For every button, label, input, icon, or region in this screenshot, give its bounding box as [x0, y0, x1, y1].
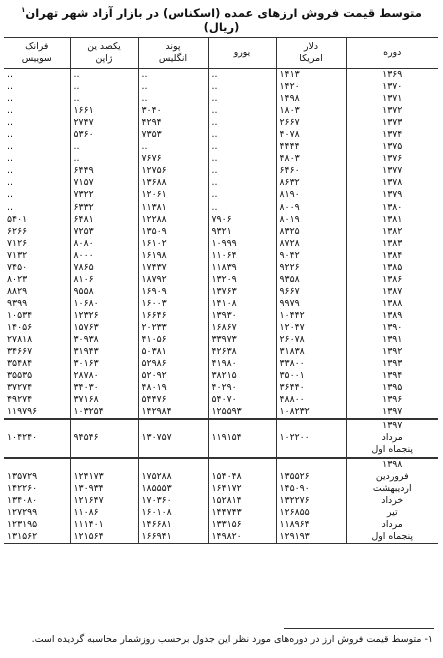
value-cell — [70, 444, 138, 457]
value-cell: ۷۳۵۳ — [138, 129, 208, 141]
value-cell: ۱۲۱۶۴۷ — [70, 495, 138, 507]
empty-cell — [208, 419, 276, 432]
value-cell: .. — [138, 141, 208, 153]
period-cell: ۱۳۸۲ — [382, 225, 403, 237]
value-cell: ۱۲۰۶۱ — [138, 189, 208, 201]
value-cell: ۱۴۱۳ — [276, 69, 346, 82]
table-row — [4, 226, 438, 238]
value-cell: ۶۳۳۲ — [70, 202, 138, 214]
table-row — [4, 432, 438, 444]
value-cell: ۱۰۹۹۹ — [208, 238, 276, 250]
value-cell: ۱۰۲۲۰۰ — [276, 432, 346, 444]
table-row — [4, 129, 438, 141]
table-row — [4, 394, 438, 406]
value-cell: ۱۲۱۵۶۴ — [70, 531, 138, 544]
value-cell: ۸۰۰۰ — [70, 250, 138, 262]
value-cell: ۱۲۳۲۶ — [70, 310, 138, 322]
value-cell: ۳۷۲۷۴ — [4, 382, 70, 394]
value-cell: ۳۵۴۸۴ — [4, 358, 70, 370]
value-cell: .. — [4, 165, 70, 177]
value-cell: ۱۲۵۵۹۳ — [208, 406, 276, 419]
value-cell — [208, 444, 276, 457]
value-cell: ۱۳۰۹۳۴ — [70, 483, 138, 495]
value-cell: .. — [4, 141, 70, 153]
value-cell: .. — [208, 117, 276, 129]
value-cell: ۹۹۷۹ — [276, 298, 346, 310]
period-cell: مرداد — [381, 518, 403, 530]
period-cell: ۱۳۹۷ — [382, 406, 403, 418]
value-cell: ۴۴۴۴ — [276, 141, 346, 153]
exchange-rate-table — [4, 37, 438, 544]
value-cell: ۷۴۵۰ — [4, 262, 70, 274]
header-row — [4, 38, 438, 69]
value-cell: ۹۶۶۷ — [276, 286, 346, 298]
empty-cell — [138, 419, 208, 432]
value-cell: .. — [4, 153, 70, 165]
value-cell: .. — [70, 153, 138, 165]
value-cell: ۲۷۸۱۸ — [4, 334, 70, 346]
value-cell: ۷۱۵۷ — [70, 177, 138, 189]
value-cell: ۱۷۰۳۶۰ — [138, 495, 208, 507]
period-cell: پنجماه اول — [371, 444, 414, 456]
value-cell: ۱۱۸۳۹ — [208, 262, 276, 274]
table-row — [4, 117, 438, 129]
value-cell: ۱۳۳۱۵۶ — [208, 519, 276, 531]
value-cell: ۱۰۶۸۰ — [70, 298, 138, 310]
empty-cell — [138, 458, 208, 471]
value-cell: ۱۶۰۰۳ — [138, 298, 208, 310]
table-row — [4, 262, 438, 274]
value-cell: ۳۵۵۳۵ — [4, 370, 70, 382]
table-row — [4, 382, 438, 394]
table-row — [4, 444, 438, 457]
period-cell: ۱۳۷۰ — [382, 81, 403, 93]
period-cell: ۱۳۸۸ — [382, 297, 403, 309]
table-title — [0, 3, 443, 34]
value-cell: ۶۴۶۰ — [276, 165, 346, 177]
value-cell: ۴۸۰۳ — [276, 153, 346, 165]
value-cell: ۱۸۰۳ — [276, 105, 346, 117]
value-cell: .. — [70, 141, 138, 153]
table-row — [4, 531, 438, 544]
table-row — [4, 519, 438, 531]
value-cell: .. — [4, 129, 70, 141]
value-cell: ۱۲۰۴۷ — [276, 322, 346, 334]
value-cell: ۱۸۵۵۵۳ — [138, 483, 208, 495]
value-cell: ۳۳۹۷۳ — [208, 334, 276, 346]
value-cell: ۱۲۶۸۵۵ — [276, 507, 346, 519]
table-row — [4, 238, 438, 250]
value-cell: ۹۳۲۱ — [208, 226, 276, 238]
value-cell: ۱۸۷۹۲ — [138, 274, 208, 286]
table-row — [4, 189, 438, 201]
value-cell: ۸۰۸۰ — [70, 238, 138, 250]
value-cell: ۲۸۷۸۰ — [70, 370, 138, 382]
value-cell: .. — [138, 93, 208, 105]
table-row — [4, 346, 438, 358]
value-cell: ۸۸۲۹ — [4, 286, 70, 298]
value-cell: ۱۴۵۰۹۰ — [276, 483, 346, 495]
title-text: متوسط قیمت فروش ارزهای عمده (اسکناس) در بازار آزاد شهر تهران — [25, 5, 422, 20]
value-cell: ۱۶۶۱ — [70, 105, 138, 117]
value-cell — [138, 444, 208, 457]
value-cell: ۳۷۱۶۸ — [70, 394, 138, 406]
value-cell: ۱۴۴۷۴۳ — [208, 507, 276, 519]
value-cell: ۵۲۰۹۲ — [138, 370, 208, 382]
value-cell: ۱۱۹۱۵۴ — [208, 432, 276, 444]
value-cell: ۳۰۱۶۳ — [70, 358, 138, 370]
value-cell: ۱۴۹۸۲۰ — [208, 531, 276, 544]
period-cell: تیر — [386, 506, 398, 518]
period-cell: ۱۳۹۶ — [382, 394, 403, 406]
value-cell: ۱۲۲۸۸ — [138, 214, 208, 226]
value-cell: ۳۴۰۳۰ — [70, 382, 138, 394]
value-cell: ۳۱۹۴۳ — [70, 346, 138, 358]
value-cell: ۴۲۹۴ — [138, 117, 208, 129]
value-cell: ۴۸۸۰۰ — [276, 394, 346, 406]
value-cell: .. — [4, 69, 70, 82]
value-cell: ۸۳۲۵ — [276, 226, 346, 238]
value-cell: ۱۴۲۹۸۴ — [138, 406, 208, 419]
period-cell: ۱۳۸۷ — [382, 285, 403, 297]
value-cell: ۶۲۶۶ — [4, 226, 70, 238]
table-row — [4, 250, 438, 262]
value-cell: ۱۳۵۰۹ — [138, 226, 208, 238]
table-row — [4, 406, 438, 419]
value-cell: ۱۶۹۰۹ — [138, 286, 208, 298]
value-cell: ۱۲۷۵۶ — [138, 165, 208, 177]
value-cell: ۱۵۴۰۴۸ — [208, 471, 276, 483]
value-cell: .. — [208, 81, 276, 93]
table-row — [4, 177, 438, 189]
value-cell: ۱۴۹۸ — [276, 93, 346, 105]
title-footnote-mark: ۱ — [21, 6, 26, 14]
empty-cell — [4, 458, 70, 471]
value-cell: ۸۷۲۸ — [276, 238, 346, 250]
value-cell: ۱۳۹۳۰ — [208, 310, 276, 322]
group-year-cell: ۱۳۹۸ — [346, 458, 438, 471]
value-cell: .. — [4, 105, 70, 117]
value-cell: ۷۲۵۳ — [70, 226, 138, 238]
value-cell: ۹۳۹۹ — [4, 298, 70, 310]
year-group-row — [4, 419, 438, 432]
period-cell: ۱۳۷۴ — [382, 129, 403, 141]
empty-cell — [70, 419, 138, 432]
value-cell — [4, 444, 70, 457]
value-cell: ۲۷۴۷ — [70, 117, 138, 129]
period-cell: ۱۳۷۸ — [382, 177, 403, 189]
value-cell: ۴۲۶۳۸ — [208, 346, 276, 358]
value-cell: .. — [70, 69, 138, 82]
value-cell: ۱۱۰۶۴ — [208, 250, 276, 262]
table-row — [4, 370, 438, 382]
value-cell: ۹۰۴۲ — [276, 250, 346, 262]
value-cell: .. — [138, 81, 208, 93]
value-cell: ۴۹۲۷۴ — [4, 394, 70, 406]
value-cell: ۳۵۰۰۱ — [276, 370, 346, 382]
value-cell: ۱۳۴۰۸۰ — [4, 495, 70, 507]
value-cell: ۱۷۵۲۸۸ — [138, 471, 208, 483]
table-row — [4, 310, 438, 322]
value-cell: ۱۱۹۷۹۶ — [4, 406, 70, 419]
value-cell: .. — [4, 93, 70, 105]
value-cell: ۴۰۷۸ — [276, 129, 346, 141]
value-cell: ۵۴۴۷۶ — [138, 394, 208, 406]
value-cell: ۷۸۶۵ — [70, 262, 138, 274]
value-cell: .. — [4, 202, 70, 214]
table-row — [4, 322, 438, 334]
value-cell: ۱۳۵۵۲۶ — [276, 471, 346, 483]
value-cell: ۱۶۴۱۷۲ — [208, 483, 276, 495]
table-row — [4, 471, 438, 483]
value-cell: .. — [208, 129, 276, 141]
value-cell: .. — [4, 189, 70, 201]
value-cell: ۵۲۹۸۶ — [138, 358, 208, 370]
period-cell: ۱۳۷۲ — [382, 105, 403, 117]
col-header-usd: دلار امریکا — [276, 38, 346, 69]
period-cell: ۱۳۹۲ — [382, 346, 403, 358]
col-header-jpy: یکصد ین ژاپن — [70, 38, 138, 69]
period-cell: اردیبهشت — [372, 482, 412, 494]
empty-cell — [208, 458, 276, 471]
value-cell: ۳۸۲۱۵ — [208, 370, 276, 382]
period-cell: پنجماه اول — [346, 531, 438, 544]
value-cell: ۴۱۰۵۶ — [138, 334, 208, 346]
value-cell: ۱۳۲۰۹ — [208, 274, 276, 286]
table-body — [4, 69, 438, 544]
table-row — [4, 214, 438, 226]
table-row — [4, 274, 438, 286]
table-row — [4, 69, 438, 82]
value-cell: .. — [138, 69, 208, 82]
value-cell: ۷۱۳۲ — [4, 250, 70, 262]
period-cell: ۱۳۸۹ — [382, 309, 403, 321]
empty-cell — [4, 419, 70, 432]
value-cell: ۱۳۷۶۳ — [208, 286, 276, 298]
period-cell: ۱۳۹۵ — [382, 382, 403, 394]
col-header-period: دوره — [346, 38, 438, 69]
value-cell: ۱۱۱۴۰۱ — [70, 519, 138, 531]
table-row — [4, 507, 438, 519]
period-cell: ۱۳۹۴ — [382, 370, 403, 382]
table-row — [4, 358, 438, 370]
value-cell: ۱۳۲۲۷۶ — [276, 495, 346, 507]
value-cell: ۸۰۱۹ — [276, 214, 346, 226]
value-cell: ۶۴۴۹ — [70, 165, 138, 177]
empty-cell — [276, 458, 346, 471]
value-cell: ۱۳۶۸۸ — [138, 177, 208, 189]
group-year-cell: ۱۳۹۷ — [346, 419, 438, 432]
value-cell: .. — [4, 177, 70, 189]
empty-cell — [70, 458, 138, 471]
table-row — [4, 165, 438, 177]
table-row — [4, 202, 438, 214]
value-cell: ۸۰۲۳ — [4, 274, 70, 286]
value-cell: ۷۶۷۶ — [138, 153, 208, 165]
value-cell: ۱۰۴۲۴۰ — [4, 432, 70, 444]
value-cell: ۳۶۴۴۰ — [276, 382, 346, 394]
period-cell: ۱۳۹۱ — [382, 334, 403, 346]
period-cell: ۱۳۸۵ — [382, 261, 403, 273]
value-cell: ۹۴۵۴۶ — [70, 432, 138, 444]
period-cell: ۱۳۷۶ — [382, 153, 403, 165]
value-cell: .. — [208, 69, 276, 82]
value-cell: ۷۱۲۶ — [4, 238, 70, 250]
table-row — [4, 483, 438, 495]
period-cell: ۱۳۷۷ — [382, 165, 403, 177]
unit-label: (ریال) — [203, 19, 240, 34]
empty-cell — [276, 419, 346, 432]
period-cell: فروردین — [375, 470, 409, 482]
value-cell: .. — [208, 165, 276, 177]
footnote-divider — [284, 628, 434, 629]
value-cell: ۴۸۰۱۹ — [138, 382, 208, 394]
table-row — [4, 81, 438, 93]
value-cell: .. — [208, 141, 276, 153]
period-cell: ۱۳۸۴ — [382, 249, 403, 261]
value-cell: ۸۱۰۶ — [70, 274, 138, 286]
table-row — [4, 298, 438, 310]
value-cell: ۱۰۸۲۳۲ — [276, 406, 346, 419]
value-cell: ۱۱۸۹۶۴ — [276, 519, 346, 531]
value-cell: .. — [208, 189, 276, 201]
value-cell: ۱۶۶۴۶ — [138, 310, 208, 322]
period-cell: ۱۳۹۳ — [382, 358, 403, 370]
footnote: ۱- متوسط قیمت فروش ارز در دوره‌های مورد نظر این جدول برحسب روزشمار محاسبه گردیده است. — [31, 634, 433, 645]
value-cell: ۵۳۶۰ — [70, 129, 138, 141]
value-cell: ۱۳۰۷۵۷ — [138, 432, 208, 444]
value-cell: ۳۰۹۳۸ — [70, 334, 138, 346]
period-cell: ۱۳۸۱ — [382, 213, 403, 225]
period-cell: ۱۳۸۰ — [382, 201, 403, 213]
value-cell: ۷۳۲۲ — [70, 189, 138, 201]
period-cell: ۱۳۷۳ — [382, 117, 403, 129]
value-cell: ۱۱۰۸۶ — [70, 507, 138, 519]
value-cell: ۷۹۰۶ — [208, 214, 276, 226]
value-cell: ۱۲۳۱۹۵ — [4, 519, 70, 531]
period-cell: ۱۳۹۰ — [382, 321, 403, 333]
value-cell: ۵۴۰۱ — [4, 214, 70, 226]
value-cell: .. — [208, 177, 276, 189]
value-cell: ۱۲۹۱۹۳ — [276, 531, 346, 544]
value-cell: ۱۶۶۹۴۱ — [138, 531, 208, 544]
value-cell: .. — [208, 202, 276, 214]
value-cell: ۴۰۲۹۰ — [208, 382, 276, 394]
table-row — [4, 153, 438, 165]
value-cell: ۶۴۸۱ — [70, 214, 138, 226]
value-cell: ۱۱۳۸۱ — [138, 202, 208, 214]
value-cell: .. — [4, 81, 70, 93]
value-cell: ۱۴۱۰۸ — [208, 298, 276, 310]
value-cell: ۱۳۱۵۶۲ — [4, 531, 70, 544]
value-cell: ۳۱۸۳۸ — [276, 346, 346, 358]
table-row — [4, 495, 438, 507]
period-cell: ۱۳۸۶ — [382, 273, 403, 285]
period-cell: خرداد — [381, 494, 404, 506]
value-cell: ۹۳۵۸ — [276, 274, 346, 286]
table-row — [4, 93, 438, 105]
period-cell: مرداد — [381, 432, 403, 444]
value-cell: ۱۴۰۵۶ — [4, 322, 70, 334]
value-cell: ۲۰۲۳۳ — [138, 322, 208, 334]
value-cell: ۸۱۹۰ — [276, 189, 346, 201]
col-header-chf: فرانک سوییس — [4, 38, 70, 69]
value-cell: ۱۵۲۸۱۴ — [208, 495, 276, 507]
table-row — [4, 105, 438, 117]
value-cell: ۱۷۴۳۷ — [138, 262, 208, 274]
value-cell: ۸۰۰۹ — [276, 202, 346, 214]
period-cell: ۱۳۸۳ — [382, 237, 403, 249]
value-cell: ۹۲۲۶ — [276, 262, 346, 274]
value-cell: .. — [70, 81, 138, 93]
value-cell: ۹۵۵۸ — [70, 286, 138, 298]
value-cell: ۱۴۲۰ — [276, 81, 346, 93]
value-cell: ۱۰۵۳۴ — [4, 310, 70, 322]
table-row — [4, 286, 438, 298]
value-cell: ۵۴۰۷۰ — [208, 394, 276, 406]
value-cell: ۱۵۷۶۳ — [70, 322, 138, 334]
value-cell: ۳۴۶۶۷ — [4, 346, 70, 358]
col-header-euro: یورو — [208, 38, 276, 69]
col-header-gbp: پوند انگلیس — [138, 38, 208, 69]
value-cell: ۲۶۶۷ — [276, 117, 346, 129]
value-cell: .. — [208, 153, 276, 165]
value-cell: ۴۱۹۸۰ — [208, 358, 276, 370]
period-cell: ۱۳۷۹ — [382, 189, 403, 201]
value-cell: ۳۰۴۰ — [138, 105, 208, 117]
value-cell: ۱۰۳۲۵۴ — [70, 406, 138, 419]
value-cell: ۳۳۸۰۰ — [276, 358, 346, 370]
value-cell: ۱۲۷۲۹۹ — [4, 507, 70, 519]
value-cell: ۱۳۵۷۲۹ — [4, 471, 70, 483]
value-cell: ۱۶۱۹۸ — [138, 250, 208, 262]
value-cell: ۱۶۸۶۷ — [208, 322, 276, 334]
value-cell: .. — [70, 93, 138, 105]
value-cell: ۱۴۶۶۸۱ — [138, 519, 208, 531]
value-cell: ۲۶۰۷۸ — [276, 334, 346, 346]
value-cell — [276, 444, 346, 457]
value-cell: .. — [208, 105, 276, 117]
value-cell: ۱۰۴۴۲ — [276, 310, 346, 322]
period-cell: ۱۳۶۹ — [382, 69, 403, 80]
table-row — [4, 141, 438, 153]
value-cell: ۱۴۲۲۶۰ — [4, 483, 70, 495]
period-cell: ۱۳۷۱ — [382, 93, 403, 105]
value-cell: .. — [4, 117, 70, 129]
year-group-row — [4, 458, 438, 471]
value-cell: ۱۶۰۱۰۸ — [138, 507, 208, 519]
table-row — [4, 334, 438, 346]
value-cell: ۵۰۳۸۱ — [138, 346, 208, 358]
period-cell: ۱۳۷۵ — [382, 141, 403, 153]
value-cell: ۸۶۳۲ — [276, 177, 346, 189]
value-cell: .. — [208, 93, 276, 105]
value-cell: ۱۶۱۰۲ — [138, 238, 208, 250]
value-cell: ۱۲۴۱۷۳ — [70, 471, 138, 483]
